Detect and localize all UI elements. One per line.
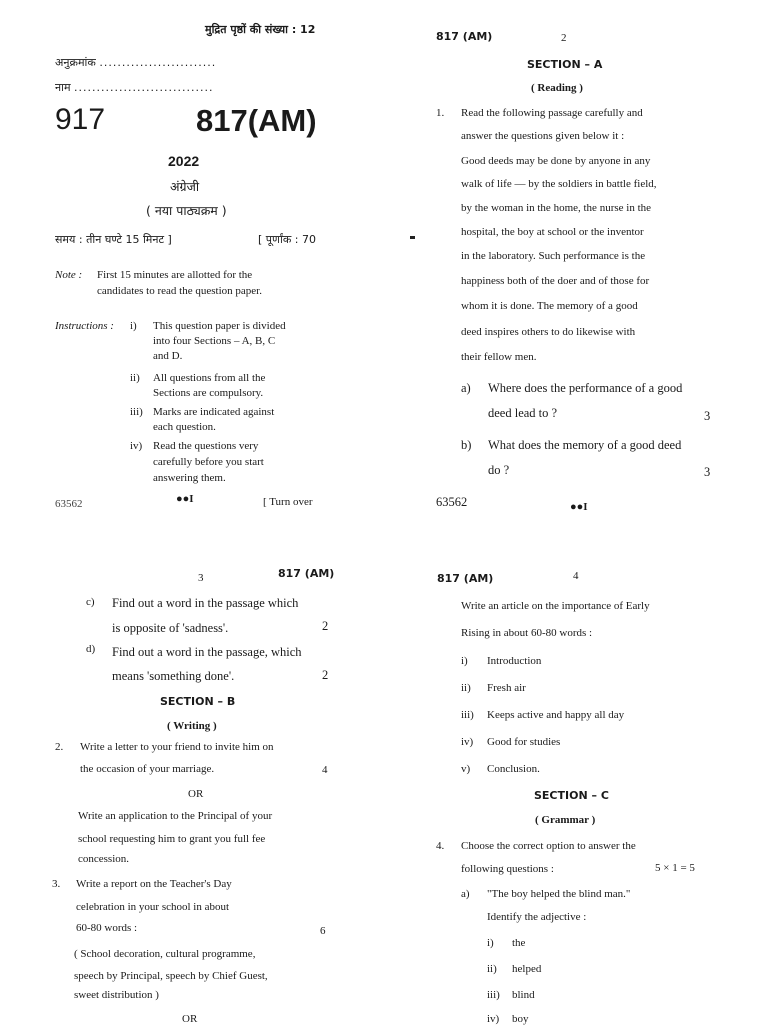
exam-year: 2022 [168,153,200,169]
passage-line-1: Read the following passage carefully and [461,107,643,119]
name-label-text: नाम [55,81,71,94]
passage-line-9: whom it is done. The memory of a good [461,300,638,312]
passage-line-3: Good deeds may be done by anyone in any [461,155,651,167]
article-point-4-text: Good for studies [487,736,561,748]
turn-over-label: [ Turn over [263,496,313,508]
question-4-line-2: following questions : [461,863,554,875]
question-1c-marks: 2 [322,619,329,633]
instruction-1-line-2: into four Sections – A, B, C [153,335,276,347]
question-1c-line-2: is opposite of 'sadness'. [112,621,229,635]
roll-label-text: अनुक्रमांक [55,56,96,69]
article-point-5-num: v) [461,763,471,775]
syllabus-note: ( नया पाठ्यक्रम ) [146,203,227,218]
passage-line-7: in the laboratory. Such performance is the [461,250,646,262]
page-2-code: 817 (AM) [436,30,493,43]
page-3-number: 3 [198,572,204,584]
option-3-num: iii) [487,989,500,1001]
option-4-text: boy [512,1013,529,1025]
note-line-1: First 15 minutes are allotted for the [97,269,253,281]
question-2-alt-line-1: Write an application to the Principal of your [78,810,273,822]
scan-mark [410,236,415,239]
question-4-marks: 5 × 1 = 5 [655,862,695,874]
question-1a-label: a) [461,381,471,395]
question-1a-line-2: deed lead to ? [488,406,558,420]
exam-time: समय : तीन घण्टे 15 मिनट ] [55,233,172,246]
paper-code-main: 817(AM) [196,103,317,138]
question-1a-line-1: Where does the performance of a good [488,381,683,395]
note-line-2: candidates to read the question paper. [97,285,262,297]
option-4-num: iv) [487,1013,500,1025]
passage-line-5: by the woman in the home, the nurse in the [461,202,652,214]
instruction-3-line-1: Marks are indicated against [153,406,275,418]
section-a-title: SECTION – A [527,58,603,71]
page-2-number: 2 [561,32,567,44]
page-3-code: 817 (AM) [278,567,335,580]
question-4-number: 4. [436,840,445,852]
article-question-line-2: Rising in about 60-80 words : [461,627,593,639]
instructions-label: Instructions : [55,320,114,332]
question-4a-label: a) [461,888,470,900]
section-c-title: SECTION – C [534,789,609,802]
article-question-line-1: Write an article on the importance of Early [461,600,650,612]
page-4-code: 817 (AM) [437,572,494,585]
instruction-2-num: ii) [130,372,140,384]
option-1-num: i) [487,937,494,949]
article-point-3-text: Keeps active and happy all day [487,709,625,721]
question-3-hint-line-2: speech by Principal, speech by Chief Guest, [74,970,268,982]
question-2-marks: 4 [322,764,328,776]
printed-pages-count: मुद्रित पृष्ठों की संख्या : 12 [205,23,316,36]
question-1a-marks: 3 [704,409,711,423]
question-4-line-1: Choose the correct option to answer the [461,840,636,852]
page-2-footer-mark: ●●I [570,501,588,513]
subject-hindi: अंग्रेजी [170,179,200,194]
passage-line-10: deed inspires others to do likewise with [461,326,636,338]
instruction-2-line-2: Sections are compulsory. [153,387,264,399]
question-3-hint-line-3: sweet distribution ) [74,989,159,1001]
question-3-marks: 6 [320,925,326,937]
name-field[interactable]: ............................... [74,81,214,94]
section-c-subtitle: ( Grammar ) [535,814,596,826]
question-1b-line-2: do ? [488,463,510,477]
section-a-subtitle: ( Reading ) [531,82,583,94]
note-label: Note : [55,269,83,281]
article-point-2-text: Fresh air [487,682,526,694]
page-1-footer-mark: ●●I [176,493,194,505]
option-2-num: ii) [487,963,497,975]
question-3-line-1: Write a report on the Teacher's Day [76,878,232,890]
passage-line-6: hospital, the boy at school or the inventor [461,226,644,238]
question-4a-line-2: Identify the adjective : [487,911,587,923]
instruction-3-num: iii) [130,406,143,418]
instruction-1-line-1: This question paper is divided [153,320,286,332]
question-1b-label: b) [461,438,472,452]
question-1-number: 1. [436,107,445,119]
instruction-4-line-3: answering them. [153,472,226,484]
passage-line-8: happiness both of the doer and of those for [461,275,650,287]
roll-number-label [55,55,216,70]
page-1-footer-code: 63562 [55,498,83,510]
instruction-1-num: i) [130,320,137,332]
question-2-line-1: Write a letter to your friend to invite him on [80,741,274,753]
article-point-5-text: Conclusion. [487,763,540,775]
section-b-subtitle: ( Writing ) [167,720,217,732]
roll-number-field[interactable]: .......................... [99,56,217,69]
passage-line-2: answer the questions given below it : [461,130,625,142]
question-1b-line-1: What does the memory of a good deed [488,438,682,452]
instruction-4-line-1: Read the questions very [153,440,259,452]
question-1d-label: d) [86,643,96,655]
paper-code-left: 917 [55,103,106,136]
question-1d-marks: 2 [322,668,329,682]
question-2-alt-line-3: concession. [78,853,130,865]
question-2-line-2: the occasion of your marriage. [80,763,215,775]
article-point-4-num: iv) [461,736,474,748]
name-label [55,80,213,95]
page-4-number: 4 [573,570,579,582]
or-separator-1: OR [188,788,204,800]
question-1d-line-1: Find out a word in the passage, which [112,645,302,659]
question-3-hint-line-1: ( School decoration, cultural programme, [74,948,256,960]
option-1-text: the [512,937,526,949]
question-1c-line-1: Find out a word in the passage which [112,596,299,610]
question-1c-label: c) [86,596,95,608]
page-2-footer-code: 63562 [436,495,468,509]
option-2-text: helped [512,963,542,975]
option-3-text: blind [512,989,535,1001]
article-point-1-text: Introduction [487,655,542,667]
instruction-4-line-2: carefully before you start [153,456,264,468]
question-2-number: 2. [55,741,64,753]
section-b-title: SECTION – B [160,695,236,708]
question-2-alt-line-2: school requesting him to grant you full fee [78,833,266,845]
instruction-2-line-1: All questions from all the [153,372,266,384]
passage-line-4: walk of life — by the soldiers in battle field, [461,178,657,190]
question-3-line-2: celebration in your school in about [76,901,230,913]
or-separator-2: OR [182,1013,198,1025]
instruction-1-line-3: and D. [153,350,183,362]
question-1d-line-2: means 'something done'. [112,669,235,683]
instruction-4-num: iv) [130,440,143,452]
question-1b-marks: 3 [704,465,711,479]
question-4a-line-1: "The boy helped the blind man." [487,888,631,900]
passage-line-11: their fellow men. [461,351,537,363]
article-point-1-num: i) [461,655,468,667]
article-point-3-num: iii) [461,709,474,721]
question-3-line-3: 60-80 words : [76,922,138,934]
instruction-3-line-2: each question. [153,421,216,433]
question-3-number: 3. [52,878,61,890]
max-marks: [ पूर्णांक : 70 [258,233,316,246]
article-point-2-num: ii) [461,682,471,694]
